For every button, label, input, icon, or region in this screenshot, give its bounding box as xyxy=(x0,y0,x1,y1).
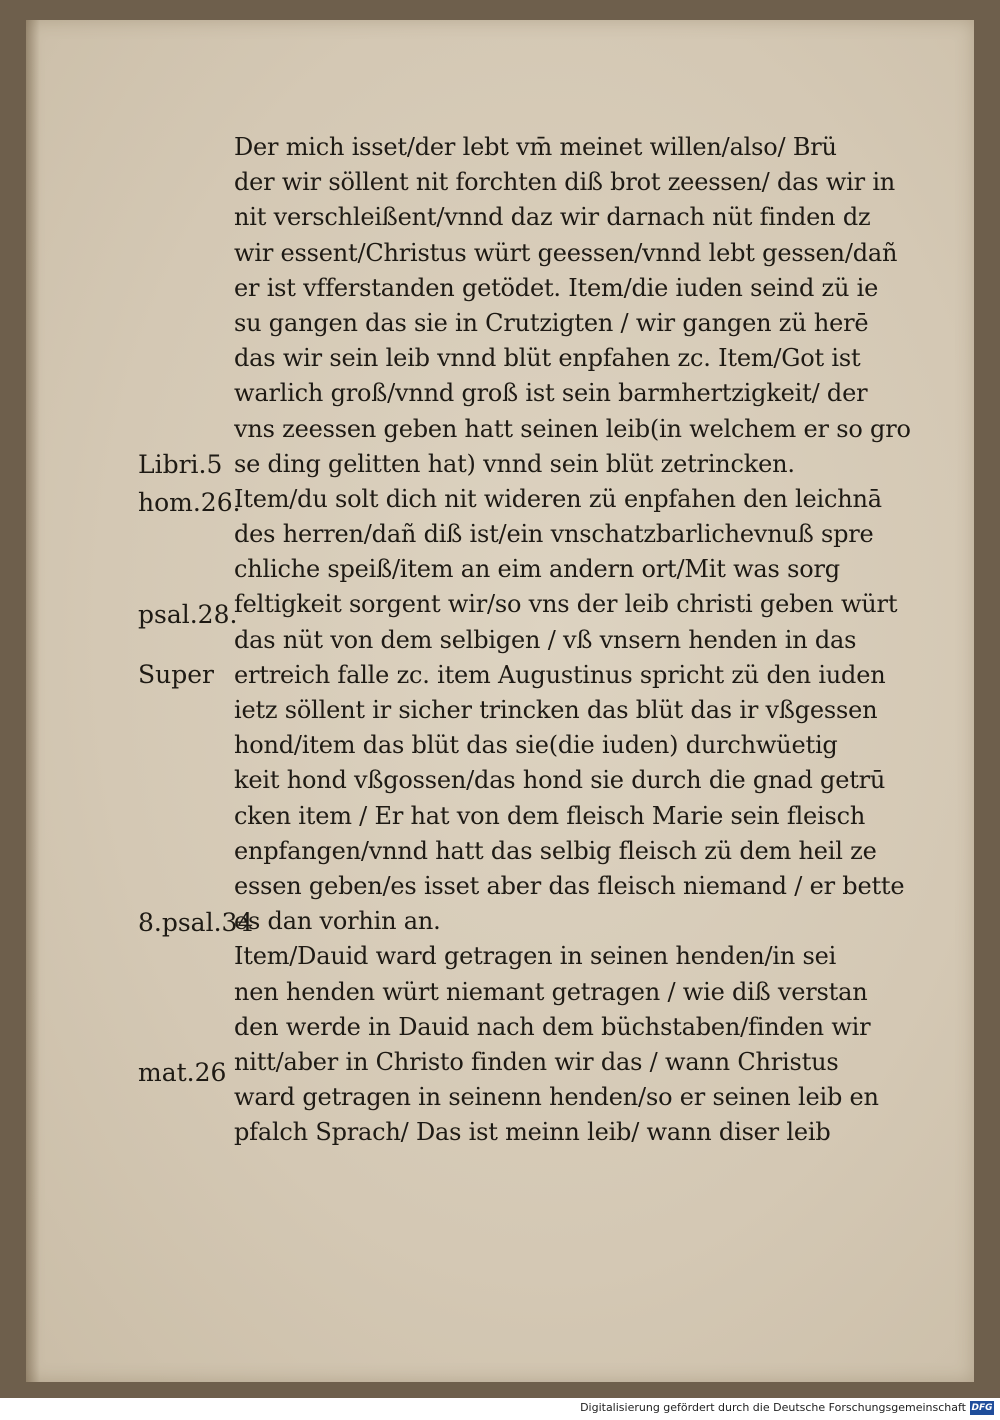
text-line: er ist vfferstanden getödet. Item/die iuden seind zü ie xyxy=(234,273,879,302)
text-line: chliche speiß/item an eim andern ort/Mit was sorg xyxy=(234,555,840,584)
margin-note: 8.psal.34 xyxy=(138,908,254,937)
text-line: warlich groß/vnnd groß ist sein barmhertzigkeit/ der xyxy=(234,379,868,408)
text-line: ward getragen in seinenn henden/so er seinen leib en xyxy=(234,1083,879,1112)
text-line: nen henden würt niemant getragen / wie diß verstan xyxy=(234,977,868,1006)
page-gutter-shadow xyxy=(26,20,40,1382)
text-line: ietz söllent ir sicher trincken das blüt das ir vßgessen xyxy=(234,696,878,724)
text-line: pfalch Sprach/ Das ist meinn leib/ wann diser leib xyxy=(234,1118,831,1147)
text-line: es dan vorhin an. xyxy=(234,907,441,936)
text-line: hond/item das blüt das sie(die iuden) durchwüetig xyxy=(234,731,838,760)
text-line: nit verschleißent/vnnd daz wir darnach nüt finden dz xyxy=(234,203,871,232)
book-page xyxy=(26,20,974,1382)
funding-notice: Digitalisierung gefördert durch die Deutsche Forschungsgemeinschaft xyxy=(580,1401,966,1414)
text-line: feltigkeit sorgent wir/so vns der leib christi geben würt xyxy=(234,590,898,619)
margin-note: hom.26. xyxy=(138,488,241,517)
text-line: ertreich falle zc. item Augustinus spricht zü den iuden xyxy=(234,660,886,689)
text-line: das nüt von dem selbigen / vß vnsern henden in das xyxy=(234,625,857,654)
text-line: Der mich isset/der lebt vm̄ meinet willen/also/ Brü xyxy=(234,133,837,161)
margin-note: Libri.5 xyxy=(138,450,223,479)
margin-note: psal.28. xyxy=(138,600,238,629)
text-line: su gangen das sie in Crutzigten / wir gangen zü herē xyxy=(234,308,869,337)
text-line: Item/du solt dich nit wideren zü enpfahen den leichnā xyxy=(234,484,882,513)
text-line: das wir sein leib vnnd blüt enpfahen zc. Item/Got ist xyxy=(234,344,861,373)
text-line: se ding gelitten hat) vnnd sein blüt zetrincken. xyxy=(234,449,795,478)
dfg-logo-icon: DFG xyxy=(971,1403,993,1413)
body-text xyxy=(234,130,954,1150)
margin-note: Super xyxy=(138,660,214,689)
text-line: des herren/dañ diß ist/ein vnschatzbarlichevnuß spre xyxy=(234,520,874,549)
text-line: essen geben/es isset aber das fleisch niemand / er bette xyxy=(234,871,905,900)
text-line: wir essent/Christus würt geessen/vnnd lebt gessen/dañ xyxy=(234,238,898,267)
text-line: der wir söllent nit forchten diß brot zeessen/ das wir in xyxy=(234,168,896,197)
text-line: cken item / Er hat von dem fleisch Marie sein fleisch xyxy=(234,801,866,830)
text-line: vns zeessen geben hatt seinen leib(in welchem er so gro xyxy=(234,414,911,443)
text-line: keit hond vßgossen/das hond sie durch die gnad getrū xyxy=(234,766,886,795)
footer-bar xyxy=(0,1398,1000,1420)
text-line: nitt/aber in Christo finden wir das / wann Christus xyxy=(234,1047,839,1076)
text-line: enpfangen/vnnd hatt das selbig fleisch zü dem heil ze xyxy=(234,836,877,865)
text-line: den werde in Dauid nach dem büchstaben/finden wir xyxy=(234,1012,871,1041)
margin-note: mat.26 xyxy=(138,1058,227,1087)
text-line: Item/Dauid ward getragen in seinen henden/in sei xyxy=(234,942,837,971)
